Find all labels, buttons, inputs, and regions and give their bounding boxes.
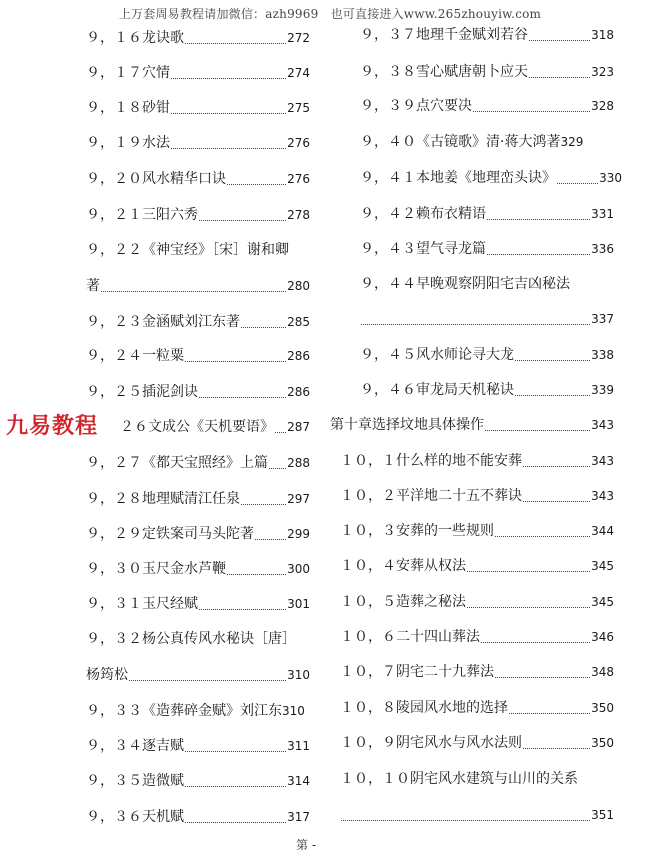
toc-entry[interactable]: ９，３３《造葬碎金赋》刘江东 310 [86, 703, 305, 719]
toc-entry[interactable]: ９，３１玉尺经赋 301 [86, 596, 310, 612]
toc-entry-title[interactable]: ９，４４早晚观察阴阳宅吉凶秘法 [360, 276, 570, 292]
toc-entry[interactable]: ９，４０《古镜歌》清·蒋大鸿著 329 [360, 134, 584, 150]
toc-entry[interactable]: ９，４３望气寻龙篇 336 [360, 241, 614, 257]
toc-entry[interactable]: ９，３０玉尺金水芦鞭 300 [86, 561, 310, 577]
page-footer: 第 - [296, 838, 317, 852]
toc-entry[interactable]: ９，３５造微赋 314 [86, 773, 310, 789]
toc-entry[interactable]: 351 [340, 806, 614, 824]
toc-entry[interactable]: ９，２３金涵赋刘江东著 285 [86, 314, 310, 330]
toc-entry[interactable]: ９，３９点穴要决 328 [360, 98, 614, 114]
toc-entry-title[interactable]: ９，３２杨公真传风水秘诀［唐］ [86, 631, 296, 647]
toc-entry-title[interactable]: １０，１０阴宅风水建筑与山川的关系 [340, 771, 578, 787]
toc-entry[interactable]: 杨筠松 310 [86, 667, 310, 683]
toc-entry[interactable]: 著 280 [86, 278, 310, 294]
toc-entry[interactable]: ９，４６审龙局天机秘诀 339 [360, 382, 614, 398]
toc-entry[interactable]: １０，６二十四山葬法 346 [340, 629, 614, 645]
toc-entry[interactable]: ９，１６龙诀歌 272 [86, 30, 310, 46]
toc-chapter-entry[interactable]: 第十章选择坟地具体操作 343 [330, 417, 614, 433]
toc-entry[interactable]: １０，２平洋地二十五不葬诀 343 [340, 488, 614, 504]
page-header: 上万套周易教程请加微信：azh9969 也可直接进入www.265zhouyiw.com [118, 7, 542, 21]
toc-entry[interactable]: １０，５造葬之秘法 345 [340, 594, 614, 610]
toc-entry[interactable]: ９，３７地理千金赋刘若谷 318 [360, 27, 614, 43]
toc-entry[interactable]: ９，１８砂钳 275 [86, 100, 310, 116]
watermark-logo: 九易教程 [6, 414, 99, 439]
toc-entry[interactable]: １０，４安葬从权法 345 [340, 558, 614, 574]
toc-entry-title[interactable]: ９，２２《神宝经》［宋］谢和卿 [86, 242, 289, 258]
toc-entry[interactable]: １０，９阴宅风水与风水法则 350 [340, 735, 614, 751]
toc-entry[interactable]: ９，２７《都天宝照经》上篇 288 [86, 455, 310, 471]
toc-entry[interactable]: ９，４１本地姜《地理峦头诀》 330 [360, 170, 622, 186]
toc-entry[interactable]: ９，２４一粒粟 286 [86, 348, 310, 364]
toc-entry[interactable]: ９，４５风水师论寻大龙 338 [360, 347, 614, 363]
toc-entry[interactable]: ９，２１三阳六秀 278 [86, 207, 310, 223]
toc-entry[interactable]: ９，４２赖布衣精语 331 [360, 206, 614, 222]
toc-entry[interactable]: 337 [360, 310, 614, 328]
toc-entry[interactable]: ９，２８地理赋清江任泉 297 [86, 491, 310, 507]
toc-entry[interactable]: １０，８陵园风水地的选择 350 [340, 700, 614, 716]
toc-entry[interactable]: １０，７阴宅二十九葬法 348 [340, 664, 614, 680]
toc-entry[interactable]: ９，２０风水精华口诀 276 [86, 171, 310, 187]
toc-entry[interactable]: ９，３６天机赋 317 [86, 809, 310, 825]
toc-entry[interactable]: １０，１什么样的地不能安葬 343 [340, 453, 614, 469]
toc-entry[interactable]: ９，２９定铁案司马头陀著 299 [86, 526, 310, 542]
toc-entry[interactable]: １０，３安葬的一些规则 344 [340, 523, 614, 539]
toc-entry[interactable]: ９，３８雪心赋唐朝卜应天 323 [360, 64, 614, 80]
toc-entry[interactable]: ９，１７穴情 274 [86, 65, 310, 81]
toc-entry[interactable]: ２６文成公《天机要语》 287 [120, 419, 310, 435]
toc-entry[interactable]: ９，２５插泥剑诀 286 [86, 384, 310, 400]
toc-entry[interactable]: ９，３４逐吉赋 311 [86, 738, 310, 754]
toc-entry[interactable]: ９，１９水法 276 [86, 135, 310, 151]
